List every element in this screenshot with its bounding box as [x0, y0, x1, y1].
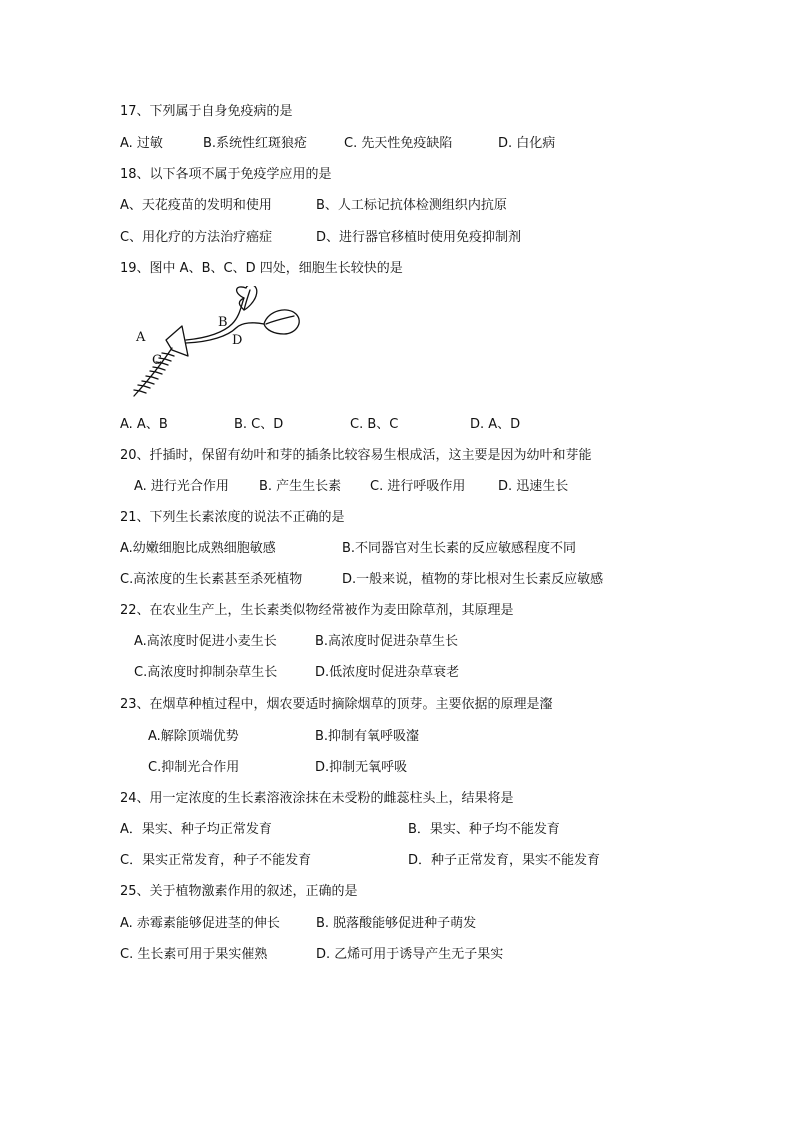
question-23-option-d: D.抑制无氧呼吸: [315, 760, 408, 775]
question-20-option-d: D. 迅速生长: [498, 479, 569, 494]
question-25-option-c: C. 生长素可用于果实催熟: [120, 947, 268, 962]
question-18-option-a: A、天花疫苗的发明和使用: [120, 198, 272, 213]
question-25-option-a: A. 赤霉素能够促进茎的伸长: [120, 916, 280, 931]
question-19-option-b: B. C、D: [234, 417, 284, 432]
question-17-option-c: C. 先天性免疫缺陷: [344, 136, 453, 151]
question-24-option-a: A．果实、种子均正常发育: [120, 822, 272, 837]
question-20-option-a: A. 进行光合作用: [134, 479, 229, 494]
question-25-stem: 25、关于植物激素作用的叙述，正确的是: [120, 884, 358, 899]
question-20-stem: 20、扦插时，保留有幼叶和芽的插条比较容易生根成活，这主要是因为幼叶和芽能: [120, 448, 592, 463]
question-18-option-c: C、用化疗的方法治疗癌症: [120, 230, 273, 245]
label-a: A: [136, 330, 146, 345]
question-20-option-c: C. 进行呼吸作用: [370, 479, 466, 494]
plant-seedling-figure: [128, 286, 308, 401]
question-22-option-c: C.高浓度时抑制杂草生长: [134, 665, 278, 680]
question-23-option-b: B.抑制有氧呼吸瀣: [315, 729, 420, 744]
question-17-stem: 17、下列属于自身免疫病的是: [120, 104, 293, 119]
question-21-option-d: D.一般来说，植物的芽比根对生长素反应敏感: [342, 572, 604, 587]
question-24-option-b: B．果实、种子均不能发育: [408, 822, 560, 837]
question-17-option-d: D. 白化病: [498, 136, 556, 151]
question-21-option-b: B.不同器官对生长素的反应敏感程度不同: [342, 541, 577, 556]
question-19-option-d: D. A、D: [470, 417, 521, 432]
question-19-stem: 19、图中 A、B、C、D 四处，细胞生长较快的是: [120, 261, 403, 276]
leaf-upper: [237, 286, 257, 310]
question-25-option-b: B. 脱落酸能够促进种子萌发: [316, 916, 477, 931]
question-22-option-a: A.高浓度时促进小麦生长: [134, 634, 277, 649]
question-24-stem: 24、用一定浓度的生长素溶液涂抹在未受粉的雌蕊柱头上，结果将是: [120, 791, 514, 806]
question-20-option-b: B. 产生生长素: [259, 479, 342, 494]
question-18-option-b: B、人工标记抗体检测组织内抗原: [316, 198, 507, 213]
question-17-option-a: A. 过敏: [120, 136, 163, 151]
label-b: B: [218, 315, 228, 330]
question-21-stem: 21、下列生长素浓度的说法不正确的是: [120, 510, 345, 525]
question-18-stem: 18、以下各项不属于免疫学应用的是: [120, 167, 332, 182]
label-c: C: [152, 353, 162, 368]
question-21-option-c: C.高浓度的生长素甚至杀死植物: [120, 572, 303, 587]
question-22-option-d: D.低浓度时促进杂草衰老: [315, 665, 460, 680]
question-23-option-a: A.解除顶端优势: [148, 729, 239, 744]
question-23-stem: 23、在烟草种植过程中，烟农要适时摘除烟草的顶芽。主要依据的原理是瀣: [120, 697, 553, 712]
question-18-option-d: D、进行器官移植时使用免疫抑制剂: [316, 230, 522, 245]
leaf-right: [264, 310, 299, 334]
question-22-stem: 22、在农业生产上，生长素类似物经常被作为麦田除草剂，其原理是: [120, 603, 514, 618]
question-19-option-c: C. B、C: [350, 417, 399, 432]
question-24-option-d: D．种子正常发育，果实不能发育: [408, 853, 601, 868]
question-24-option-c: C．果实正常发育，种子不能发育: [120, 853, 312, 868]
question-21-option-a: A.幼嫩细胞比成熟细胞敏感: [120, 541, 276, 556]
label-d: D: [232, 333, 243, 348]
question-19-option-a: A. A、B: [120, 417, 168, 432]
question-25-option-d: D. 乙烯可用于诱导产生无子果实: [316, 947, 504, 962]
question-23-option-c: C.抑制光合作用: [148, 760, 240, 775]
question-17-option-b: B.系统性红斑狼疮: [203, 136, 308, 151]
question-22-option-b: B.高浓度时促进杂草生长: [315, 634, 459, 649]
